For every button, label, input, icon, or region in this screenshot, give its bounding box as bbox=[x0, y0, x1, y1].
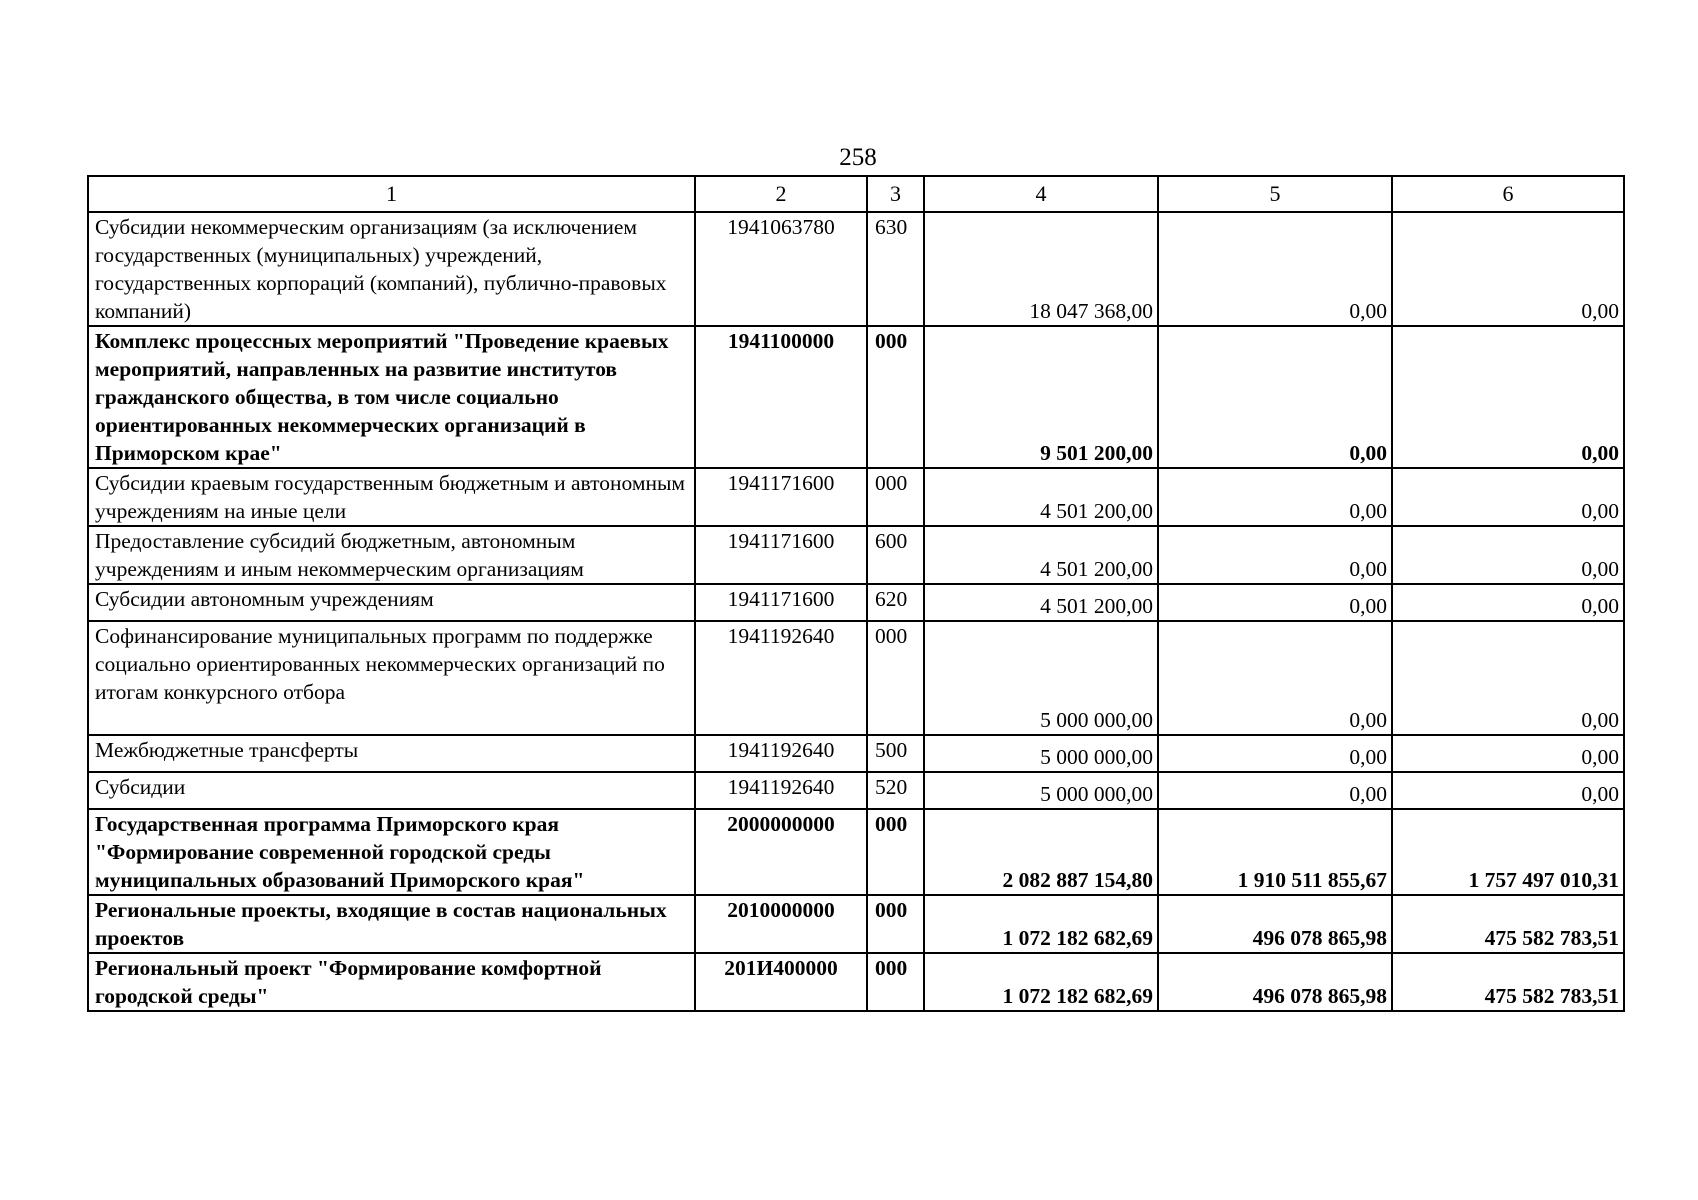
row-name: Региональные проекты, входящие в состав национальных проектов bbox=[88, 895, 695, 953]
row-value-5: 496 078 865,98 bbox=[1158, 895, 1392, 953]
row-value-4: 2 082 887 154,80 bbox=[924, 809, 1158, 895]
row-value-4: 1 072 182 682,69 bbox=[924, 895, 1158, 953]
table-row bbox=[88, 735, 1624, 772]
row-type: 630 bbox=[867, 212, 924, 326]
row-value-5: 0,00 bbox=[1158, 584, 1392, 621]
row-value-5: 496 078 865,98 bbox=[1158, 953, 1392, 1011]
row-name: Софинансирование муниципальных программ по поддержке социально ориентированных некоммерческих организаций по итогам конкурсного отбора bbox=[88, 621, 695, 735]
row-name: Государственная программа Приморского края "Формирование современной городской среды муниципальных образований Приморского края" bbox=[88, 809, 695, 895]
table-row bbox=[88, 326, 1624, 468]
row-type: 000 bbox=[867, 326, 924, 468]
row-name: Региональный проект "Формирование комфортной городской среды" bbox=[88, 953, 695, 1011]
row-type: 000 bbox=[867, 895, 924, 953]
row-value-4: 5 000 000,00 bbox=[924, 621, 1158, 735]
table-header-row bbox=[88, 176, 1624, 212]
row-type: 520 bbox=[867, 772, 924, 809]
row-value-4: 4 501 200,00 bbox=[924, 468, 1158, 526]
row-code: 1941171600 bbox=[695, 526, 867, 584]
row-value-6: 475 582 783,51 bbox=[1392, 953, 1624, 1011]
row-value-5: 0,00 bbox=[1158, 526, 1392, 584]
row-type: 620 bbox=[867, 584, 924, 621]
row-code: 1941192640 bbox=[695, 621, 867, 735]
row-code: 1941063780 bbox=[695, 212, 867, 326]
column-header-1: 1 bbox=[88, 176, 695, 212]
column-header-3: 3 bbox=[867, 176, 924, 212]
row-value-5: 0,00 bbox=[1158, 735, 1392, 772]
page-number: 258 bbox=[839, 144, 877, 171]
table-row bbox=[88, 953, 1624, 1011]
row-code: 2000000000 bbox=[695, 809, 867, 895]
row-value-6: 0,00 bbox=[1392, 468, 1624, 526]
row-value-6: 0,00 bbox=[1392, 326, 1624, 468]
table-row bbox=[88, 621, 1624, 735]
table-row bbox=[88, 584, 1624, 621]
row-value-6: 0,00 bbox=[1392, 621, 1624, 735]
row-name: Субсидии автономным учреждениям bbox=[88, 584, 695, 621]
row-code: 1941100000 bbox=[695, 326, 867, 468]
row-code: 1941171600 bbox=[695, 468, 867, 526]
row-value-5: 0,00 bbox=[1158, 772, 1392, 809]
row-value-5: 0,00 bbox=[1158, 212, 1392, 326]
row-name: Комплекс процессных мероприятий "Проведение краевых мероприятий, направленных на развитие институтов гражданского общества, в том числе социально ориентированных некоммерческих организаций в Приморском крае" bbox=[88, 326, 695, 468]
row-value-6: 0,00 bbox=[1392, 772, 1624, 809]
column-header-6: 6 bbox=[1392, 176, 1624, 212]
row-value-6: 0,00 bbox=[1392, 212, 1624, 326]
row-code: 2010000000 bbox=[695, 895, 867, 953]
row-value-4: 5 000 000,00 bbox=[924, 772, 1158, 809]
row-code: 201И400000 bbox=[695, 953, 867, 1011]
column-header-5: 5 bbox=[1158, 176, 1392, 212]
row-value-6: 0,00 bbox=[1392, 735, 1624, 772]
row-code: 1941192640 bbox=[695, 735, 867, 772]
row-value-5: 0,00 bbox=[1158, 468, 1392, 526]
table-row bbox=[88, 212, 1624, 326]
row-type: 600 bbox=[867, 526, 924, 584]
row-type: 000 bbox=[867, 621, 924, 735]
row-value-6: 475 582 783,51 bbox=[1392, 895, 1624, 953]
row-value-5: 1 910 511 855,67 bbox=[1158, 809, 1392, 895]
table-row bbox=[88, 772, 1624, 809]
row-name: Субсидии некоммерческим организациям (за исключением государственных (муниципальных) учреждений, государственных корпораций (компаний), публично-правовых компаний) bbox=[88, 212, 695, 326]
row-value-4: 4 501 200,00 bbox=[924, 526, 1158, 584]
row-name: Межбюджетные трансферты bbox=[88, 735, 695, 772]
row-code: 1941192640 bbox=[695, 772, 867, 809]
table-row bbox=[88, 526, 1624, 584]
row-type: 500 bbox=[867, 735, 924, 772]
row-value-6: 0,00 bbox=[1392, 584, 1624, 621]
row-value-4: 5 000 000,00 bbox=[924, 735, 1158, 772]
row-name: Субсидии краевым государственным бюджетным и автономным учреждениям на иные цели bbox=[88, 468, 695, 526]
row-value-5: 0,00 bbox=[1158, 621, 1392, 735]
row-name: Предоставление субсидий бюджетным, автономным учреждениям и иным некоммерческим организациям bbox=[88, 526, 695, 584]
row-type: 000 bbox=[867, 953, 924, 1011]
row-type: 000 bbox=[867, 809, 924, 895]
row-value-4: 18 047 368,00 bbox=[924, 212, 1158, 326]
table-row bbox=[88, 895, 1624, 953]
row-code: 1941171600 bbox=[695, 584, 867, 621]
table-row bbox=[88, 468, 1624, 526]
column-header-2: 2 bbox=[695, 176, 867, 212]
row-value-4: 1 072 182 682,69 bbox=[924, 953, 1158, 1011]
row-value-6: 1 757 497 010,31 bbox=[1392, 809, 1624, 895]
column-header-4: 4 bbox=[924, 176, 1158, 212]
row-type: 000 bbox=[867, 468, 924, 526]
row-value-6: 0,00 bbox=[1392, 526, 1624, 584]
row-name: Субсидии bbox=[88, 772, 695, 809]
budget-table bbox=[87, 175, 1625, 1012]
row-value-4: 9 501 200,00 bbox=[924, 326, 1158, 468]
table-row bbox=[88, 809, 1624, 895]
row-value-4: 4 501 200,00 bbox=[924, 584, 1158, 621]
row-value-5: 0,00 bbox=[1158, 326, 1392, 468]
